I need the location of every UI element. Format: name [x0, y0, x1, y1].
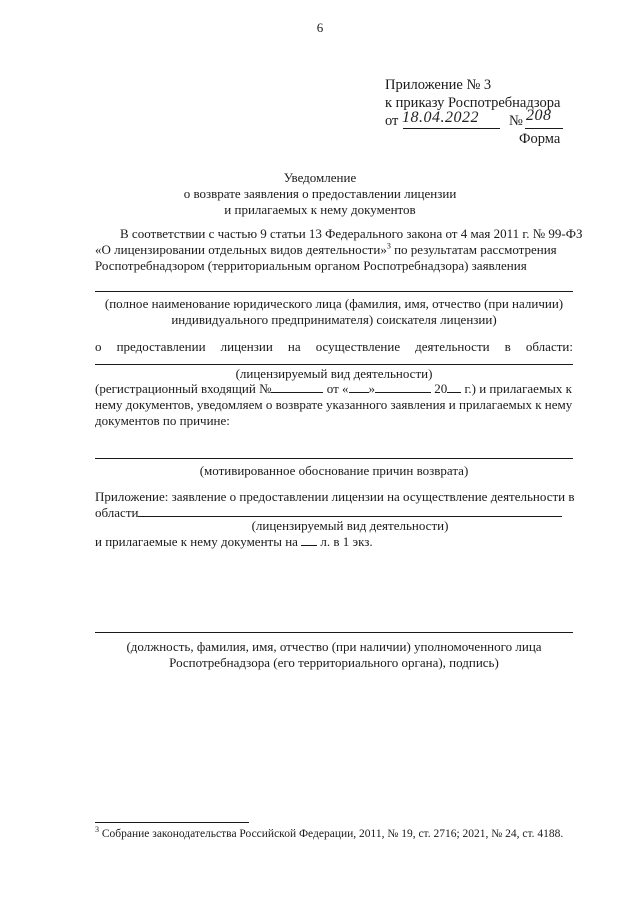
registration-year-blank [447, 381, 461, 393]
activity-word: области: [525, 339, 573, 354]
page-number: 6 [316, 20, 324, 35]
footnote-ref: 3 [386, 241, 391, 251]
para1-line1: В соответствии с частью 9 статьи 13 Федерального закона от 4 мая 2011 г. № 99-ФЗ [120, 226, 583, 241]
number-underline [525, 128, 563, 129]
registration-year-prefix: 20 [434, 381, 448, 396]
activity-blank-line [95, 364, 573, 365]
notice-subtitle-1: о возврате заявления о предоставлении лицензии [183, 186, 457, 201]
sheet-count-blank [301, 534, 317, 546]
registration-date-open: от « [326, 381, 349, 396]
number-prefix: № [509, 113, 523, 129]
attachment-docs-label: и прилагаемые к нему документы на [95, 534, 298, 549]
footnote-separator [95, 822, 249, 823]
para1-line2 [95, 242, 573, 258]
activity-word: в [504, 339, 511, 354]
applicant-blank-line [95, 291, 573, 292]
signature-blank-line [95, 632, 573, 633]
activity-caption: (лицензируемый вид деятельности) [235, 366, 433, 381]
registration-date-close: » [368, 381, 375, 396]
attachment-copies: л. в 1 экз. [320, 534, 373, 549]
applicant-caption-1: (полное наименование юридического лица (фамилия, имя, отчество (при наличии) [104, 296, 564, 311]
activity-word: осуществление [315, 339, 401, 354]
activity-word: деятельности [415, 339, 490, 354]
attachment-line2: области [95, 505, 139, 520]
notice-title: Уведомление [283, 170, 357, 185]
registration-day-blank [349, 381, 369, 393]
attachment-caption: (лицензируемый вид деятельности) [251, 518, 449, 533]
para1-line3: Роспотребнадзором (территориальным органом Роспотребнадзора) заявления [95, 258, 527, 273]
footnote-text: Собрание законодательства Российской Федерации, 2011, № 19, ст. 2716; 2021, № 24, ст. 4188. [99, 828, 564, 840]
form-label: Форма [519, 131, 561, 147]
registration-label: (регистрационный входящий № [95, 381, 272, 396]
signature-caption-1: (должность, фамилия, имя, отчество (при наличии) уполномоченного лица [126, 639, 542, 654]
footnote-marker: 3 [95, 825, 99, 835]
order-reference: к приказу Роспотребнадзора [385, 95, 561, 111]
date-prefix: от [385, 113, 399, 129]
activity-word: о [95, 339, 102, 354]
registration-number-blank [271, 381, 323, 393]
activity-line [95, 339, 573, 355]
law-title: «О лицензировании отдельных видов деятельности» [95, 242, 387, 257]
registration-line2: нему документов, уведомляем о возврате указанного заявления и прилагаемых к нему [95, 397, 573, 412]
registration-line3: документов по причине: [95, 413, 230, 428]
date-underline [403, 128, 500, 129]
appendix-number: Приложение № 3 [385, 77, 492, 93]
attachment-line1: Приложение: заявление о предоставлении лицензии на осуществление деятельности в [95, 489, 575, 504]
attachment-blank-line [138, 516, 562, 517]
registration-line [95, 381, 572, 397]
registration-line-rest: г.) и прилагаемых к [464, 381, 572, 396]
applicant-caption-2: индивидуального предпринимателя) соискателя лицензии) [171, 312, 497, 327]
handwritten-date: 18.04.2022 [402, 109, 479, 126]
signature-caption-2: Роспотребнадзора (его территориального органа), подпись) [169, 655, 499, 670]
para1-line2-rest: по результатам рассмотрения [390, 242, 557, 257]
order-date-line [385, 112, 398, 130]
reason-blank-line [95, 458, 573, 459]
reason-caption: (мотивированное обоснование причин возврата) [199, 463, 469, 478]
registration-month-blank [375, 381, 431, 393]
attachment-line3 [95, 534, 373, 550]
notice-subtitle-2: и прилагаемых к нему документов [224, 202, 416, 217]
activity-word: предоставлении [116, 339, 206, 354]
handwritten-number: 208 [526, 107, 552, 124]
activity-word: лицензии [220, 339, 273, 354]
footnote [95, 827, 563, 841]
activity-word: на [287, 339, 301, 354]
